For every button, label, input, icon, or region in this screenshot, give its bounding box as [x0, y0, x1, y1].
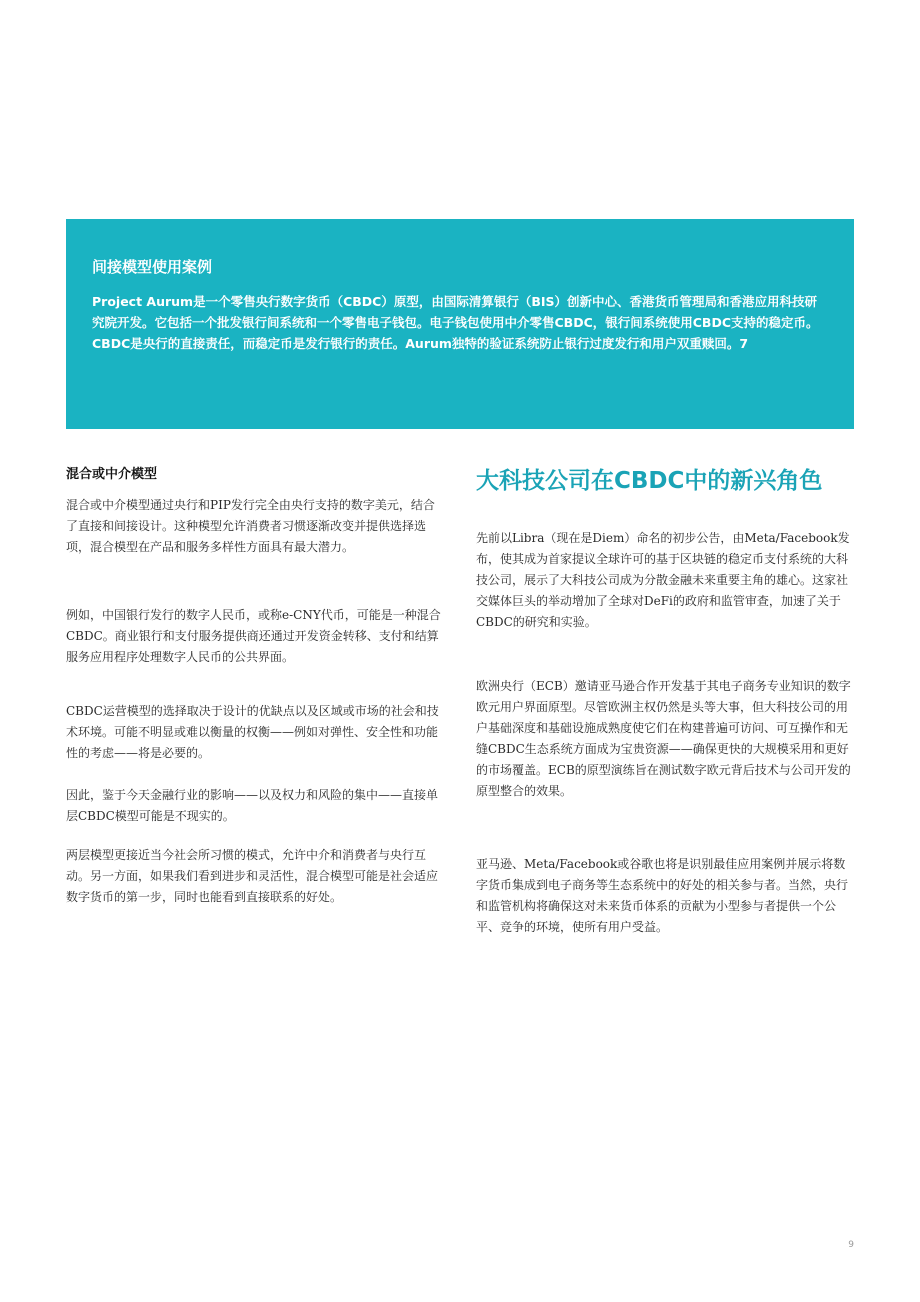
left-paragraph-4: 因此，鉴于今天金融行业的影响——以及权力和风险的集中——直接单层CBDC模型可能是不现实的。 — [66, 788, 439, 823]
callout-body: Project Aurum是一个零售央行数字货币（CBDC）原型，由国际清算银行（BIS）创新中心、香港货币管理局和香港应用科技研究院开发。它包括一个批发银行间系统和一个零售电子钱包。电子钱包使用中介零售CBDC，银行间系统使用CBDC支持的稳定币。CBDC是央行的直接责任，而稳定币是发行银行的责任。Aurum独特的验证系统防止银行过度发行和用户双重赎回。7 — [92, 294, 819, 351]
right-section-title: 大科技公司在CBDC中的新兴角色 — [476, 468, 823, 494]
left-section-title: 混合或中介模型 — [66, 467, 158, 482]
left-paragraph-2: 例如，中国银行发行的数字人民币，或称e-CNY代币，可能是一种混合CBDC。商业银行和支付服务提供商还通过开发资金转移、支付和结算服务应用程序处理数字人民币的公共界面。 — [66, 608, 441, 664]
callout-title: 间接模型使用案例 — [92, 258, 213, 276]
right-paragraph-2: 欧洲央行（ECB）邀请亚马逊合作开发基于其电子商务专业知识的数字欧元用户界面原型。尽管欧洲主权仍然是头等大事，但大科技公司的用户基础深度和基础设施成熟度使它们在构建普遍可访问、可互操作和无缝CBDC生态系统方面成为宝贵资源——确保更快的大规模采用和更好的市场覆盖。ECB的原型演练旨在测试数字欧元背后技术与公司开发的原型整合的效果。 — [476, 679, 851, 798]
case-study-callout — [66, 219, 854, 429]
page-number: 9 — [848, 1240, 854, 1250]
right-paragraph-3: 亚马逊、Meta/Facebook或谷歌也将是识别最佳应用案例并展示将数字货币集成到电子商务等生态系统中的好处的相关参与者。当然，央行和监管机构将确保这对未来货币体系的贡献为小型参与者提供一个公平、竞争的环境，使所有用户受益。 — [476, 857, 849, 934]
left-column — [66, 465, 442, 904]
right-column — [476, 462, 856, 934]
left-paragraph-3: CBDC运营模型的选择取决于设计的优缺点以及区域或市场的社会和技术环境。可能不明显或难以衡量的权衡——例如对弹性、安全性和功能性的考虑——将是必要的。 — [66, 704, 439, 760]
right-paragraph-1: 先前以Libra（现在是Diem）命名的初步公告，由Meta/Facebook发布，使其成为首家提议全球许可的基于区块链的稳定币支付系统的大科技公司，展示了大科技公司成为分散金融未来重要主角的雄心。这家社交媒体巨头的举动增加了全球对DeFi的政府和监管审查，加速了关于CBDC的研究和实验。 — [476, 531, 850, 629]
left-paragraph-5: 两层模型更接近当今社会所习惯的模式，允许中介和消费者与央行互动。另一方面，如果我们看到进步和灵活性，混合模型可能是社会适应数字货币的第一步，同时也能看到直接联系的好处。 — [66, 848, 439, 904]
left-paragraph-1: 混合或中介模型通过央行和PIP发行完全由央行支持的数字美元，结合了直接和间接设计。这种模型允许消费者习惯逐渐改变并提供选择选项，混合模型在产品和服务多样性方面具有最大潜力。 — [66, 498, 435, 554]
